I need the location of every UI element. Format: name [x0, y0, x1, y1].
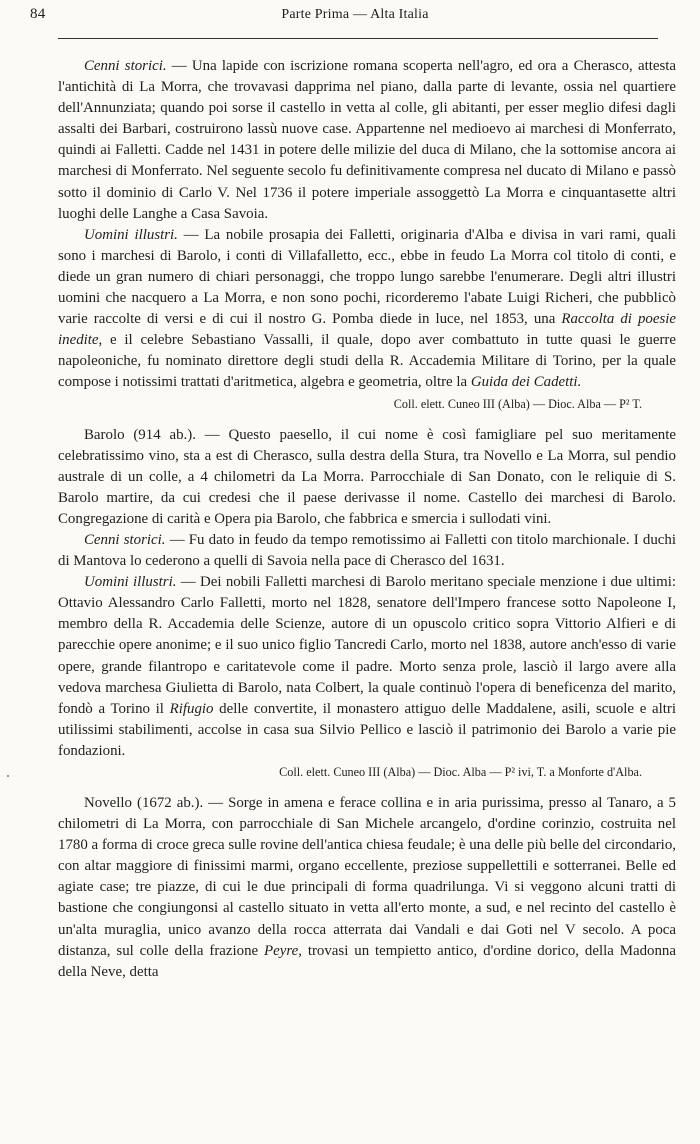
- lamorra-citation: Coll. elett. Cuneo III (Alba) — Dioc. Alba — P² T.: [393, 396, 642, 411]
- barolo-uomini-illustri: [58, 572, 676, 762]
- population: (914 ab.).: [124, 426, 196, 443]
- lamorra-cenni-storici: [58, 56, 676, 225]
- novello-entry: [58, 793, 676, 983]
- margin-speck: [7, 775, 9, 777]
- paragraph-text: , e il celebre Sebastiano Vassalli, il quale, dopo aver combattuto in tutte quasi le guerre napoleoniche, fu nominato direttore degli studi della R. Accademia Militare di Torino, per la quale compose i notissimi trattati d'aritmetica, algebra e geometria, oltre la: [58, 332, 676, 391]
- entry-name: Barolo: [84, 426, 125, 443]
- population: (1672 ab.).: [131, 795, 204, 811]
- institution-name: Rifugio: [169, 700, 214, 717]
- paragraph-text: — Sorge in amena e ferace collina e in aria purissima, presso al Tanaro, a 5 chilometri di La Morra, con parrocchiale di San Michele arcangelo, d'ordine corinzio, costruita nel 1780 a forma di croce greca sulle rovine dell'antica chiesa feudale; è una delle più belle del circondario, con altar maggiore di finissimi marmi, organo eccellente, preziose suppellettili e sotterranei. Belle ed agiate case; tre piazze, di cui le due principali di forma quadrilunga. Vi si veggono alcuni tratti di bastione che congiungonsi al castello situato in vetta all'erto monte, a sud, e nel recinto del castello è un'alta muraglia, unico avanzo della rocca atterrata dai Vandali e dai Goti nel V secolo. A poca distanza, sul colle della frazione: [58, 795, 676, 959]
- paragraph-text: delle convertite, il monastero attiguo delle Maddalene, asili, scuole e altri utilissimi stabilimenti, accolse in casa sua Silvio Pellico e lasciò il patrimonio dei Barolo a varie pie fondazioni.: [58, 700, 676, 759]
- running-title: Parte Prima — Alta Italia: [281, 7, 429, 22]
- lamorra-uomini-illustri: [58, 225, 676, 394]
- place-name: Peyre: [264, 942, 299, 959]
- barolo-cenni-storici: [58, 530, 676, 572]
- section-label: Uomini illustri.: [84, 226, 178, 243]
- running-header: [30, 6, 680, 28]
- entry-name: Novello: [84, 795, 132, 811]
- paragraph-text: , trovasi un tempietto antico, d'ordine dorico, della Madonna della Neve, detta: [58, 942, 676, 980]
- section-label: Uomini illustri.: [84, 574, 177, 591]
- book-title: Raccolta di poesie inedite: [58, 311, 676, 349]
- page-body: [58, 56, 676, 983]
- paragraph-text: — Fu dato in feudo da tempo remotissimo ai Falletti con titolo marchionale. I duchi di Mantova lo cederono a quelli di Savoia nella pace di Cherasco del 1631.: [58, 531, 676, 570]
- paragraph-text: — Questo paesello, il cui nome è così famigliare pel suo meritamente celebratissimo vino, sta a est di Cherasco, sulla destra della Stura, tra Novello e La Morra, sul pendio australe di un colle, a 4 chilometri da La Morra. Parrocchiale di San Donato, con le reliquie di S. Barolo martire, da cui credesi che il paese derivasse il nome. Castello dei marchesi di Barolo. Congregazione di carità e Opera pia Barolo, che fabbrica e smercia i sullodati vini.: [58, 426, 676, 527]
- section-label: Cenni storici.: [84, 58, 167, 74]
- barolo-entry: [58, 425, 676, 530]
- page-number: 84: [30, 6, 46, 22]
- book-title: Guida dei Cadetti.: [470, 374, 582, 391]
- header-rule: [58, 38, 658, 39]
- paragraph-text: — Dei nobili Falletti marchesi di Barolo meritano speciale menzione i due ultimi: Ottavio Alessandro Carlo Falletti, morto nel 1828, senatore dell'Impero francese sotto Napoleone I, membro della R. Accademia delle Scienze, autore di un opuscolo critico sopra Vittorio Alfieri e di parecchie opere anonime; e il suo unico figlio Tancredi Carlo, morto nel 1838, autore anch'esso di varie opere, grande filantropo e caritatevole come il padre. Morto senza prole, lasciò il largo avere alla vedova marchesa Giulietta di Barolo, nata Colbert, la quale continuò l'opera di beneficenza del marito, fondò a Torino il: [58, 574, 676, 717]
- barolo-citation: Coll. elett. Cuneo III (Alba) — Dioc. Alba — P² ivi, T. a Monforte d'Alba.: [279, 765, 642, 779]
- paragraph-text: — La nobile prosapia dei Falletti, originaria d'Alba e divisa in vari rami, quali sono i marchesi di Barolo, i conti di Villafalletto, ecc., ebbe in feudo La Morra col titolo di conti, e diede un gran numero di chiari personaggi, che troppo lungo sarebbe l'enumerare. Degli altri illustri uomini che nacquero a La Morra, e non sono pochi, ricorderemo l'abate Luigi Richeri, che pubblicò varie raccolte di versi e di cui il nostro G. Pomba diede in luce, nel 1853, una: [58, 226, 676, 328]
- section-label: Cenni storici.: [84, 531, 166, 548]
- paragraph-text: — Una lapide con iscrizione romana scoperta nell'agro, ed ora a Cherasco, attesta l'antichità di La Morra, che trovavasi dapprima nel piano, dalla parte di levante, ossia nel quartiere dell'Annunziata; quando poi sorse il castello in vetta al colle, gli abitanti, per esser meglio difesi dagli assalti dei Barbari, costruirono lassù nuove case. Appartenne nel medioevo ai marchesi di Monferrato, quindi ai Falletti. Cadde nel 1431 in potere delle milizie del duca di Milano, che la sottomise ancora ai marchesi di Monferrato. Nel seguente secolo fu definitivamente compresa nel ducato di Milano e passò sotto il dominio di Carlo V. Nel 1736 il potere imperiale assoggettò La Morra e cinquantasette altri luoghi delle Langhe a Casa Savoia.: [58, 58, 676, 222]
